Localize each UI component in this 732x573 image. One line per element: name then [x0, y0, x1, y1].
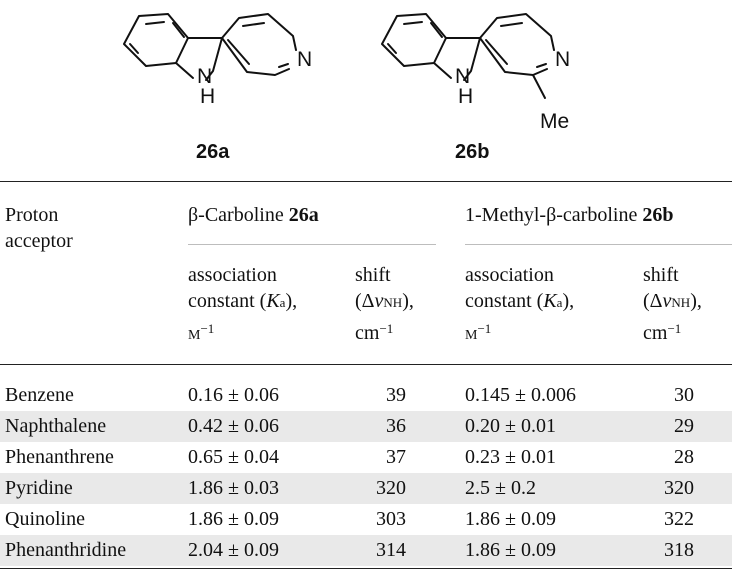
shift-header-line1: shift — [643, 264, 679, 286]
ka-26a-cell: 1.86 ± 0.03 — [188, 477, 279, 499]
methyl-label: Me — [540, 110, 570, 133]
shift-26a-cell: 320 — [376, 477, 406, 499]
ka-header-26b — [465, 262, 574, 349]
ka-header-line1: association — [465, 264, 554, 286]
acceptor-cell: Benzene — [5, 384, 74, 406]
group-a-rule — [188, 244, 436, 245]
acceptor-cell: Pyridine — [5, 477, 73, 499]
shift-header-unit: $cm^{-1}$ — [355, 321, 394, 344]
group-b-rule — [465, 244, 732, 245]
table-row — [0, 504, 732, 535]
table-row — [0, 442, 732, 473]
shift-26a-cell: 314 — [376, 539, 406, 561]
group-b-prefix: 1-Methyl-β-carboline — [465, 204, 643, 226]
atom-nh-n-26a: N — [197, 65, 213, 88]
acceptor-cell: Phenanthrene — [5, 446, 114, 468]
acceptor-cell: Phenanthridine — [5, 539, 127, 561]
shift-26b-cell: 29 — [674, 415, 694, 437]
table-row — [0, 380, 732, 411]
ka-26a-cell: 2.04 ± 0.09 — [188, 539, 279, 561]
atom-nh-h-26a: H — [200, 85, 216, 108]
shift-26a-cell: 36 — [386, 415, 406, 437]
shift-header-26a — [355, 262, 414, 346]
ka-header-26a — [188, 262, 297, 349]
group-a-compound: 26a — [288, 204, 319, 226]
shift-header-line2: (ΔvNH), — [355, 290, 414, 312]
shift-header-line1: shift — [355, 264, 391, 286]
atom-nh-h-26b: H — [458, 85, 474, 108]
shift-26b-cell: 320 — [664, 477, 694, 499]
ka-header-line2: constant (Ka), — [465, 290, 575, 312]
table-row — [0, 411, 732, 442]
ka-26a-cell: 0.16 ± 0.06 — [188, 384, 279, 406]
acceptor-cell: Quinoline — [5, 508, 85, 530]
ka-26a-cell: 0.65 ± 0.04 — [188, 446, 279, 468]
group-header-26a — [188, 202, 319, 228]
table-row — [0, 535, 732, 566]
shift-26b-cell: 318 — [664, 539, 694, 561]
ka-header-unit: $M^{-1}$ — [465, 321, 492, 343]
acceptor-header-line2: acceptor — [5, 230, 73, 252]
ka-header-line2: constant (Ka), — [188, 290, 298, 312]
ka-26a-cell: 0.42 ± 0.06 — [188, 415, 279, 437]
ka-26b-cell: 1.86 ± 0.09 — [465, 508, 556, 530]
ka-26b-cell: 0.145 ± 0.006 — [465, 384, 576, 406]
ka-header-unit: $M^{-1}$ — [188, 321, 215, 343]
compound-label-26b: 26b — [455, 141, 490, 163]
shift-header-26b — [643, 262, 702, 346]
table-row — [0, 473, 732, 504]
compound-label-26a: 26a — [196, 141, 230, 163]
atom-n-26b: N — [555, 48, 571, 71]
acceptor-header — [5, 202, 73, 254]
structure-area — [0, 0, 732, 175]
shift-26b-cell: 322 — [664, 508, 694, 530]
ka-26b-cell: 0.23 ± 0.01 — [465, 446, 556, 468]
ka-header-line1: association — [188, 264, 277, 286]
shift-26a-cell: 39 — [386, 384, 406, 406]
group-b-compound: 26b — [642, 204, 674, 226]
ka-26b-cell: 2.5 ± 0.2 — [465, 477, 536, 499]
shift-header-line2: (ΔvNH), — [643, 290, 702, 312]
table-bottom-rule — [0, 568, 732, 569]
structures-drawing — [0, 0, 732, 175]
atom-n-26a: N — [297, 48, 313, 71]
shift-26a-cell: 37 — [386, 446, 406, 468]
header-bottom-rule — [0, 364, 732, 365]
ka-26a-cell: 1.86 ± 0.09 — [188, 508, 279, 530]
ka-26b-cell: 1.86 ± 0.09 — [465, 539, 556, 561]
shift-26a-cell: 303 — [376, 508, 406, 530]
shift-header-unit: $cm^{-1}$ — [643, 321, 682, 344]
table-top-rule — [0, 181, 732, 182]
group-header-26b — [465, 202, 673, 228]
acceptor-cell: Naphthalene — [5, 415, 107, 437]
acceptor-header-line1: Proton — [5, 204, 59, 226]
group-a-prefix: β-Carboline — [188, 204, 289, 226]
shift-26b-cell: 30 — [674, 384, 694, 406]
ka-26b-cell: 0.20 ± 0.01 — [465, 415, 556, 437]
shift-26b-cell: 28 — [674, 446, 694, 468]
atom-nh-n-26b: N — [455, 65, 471, 88]
